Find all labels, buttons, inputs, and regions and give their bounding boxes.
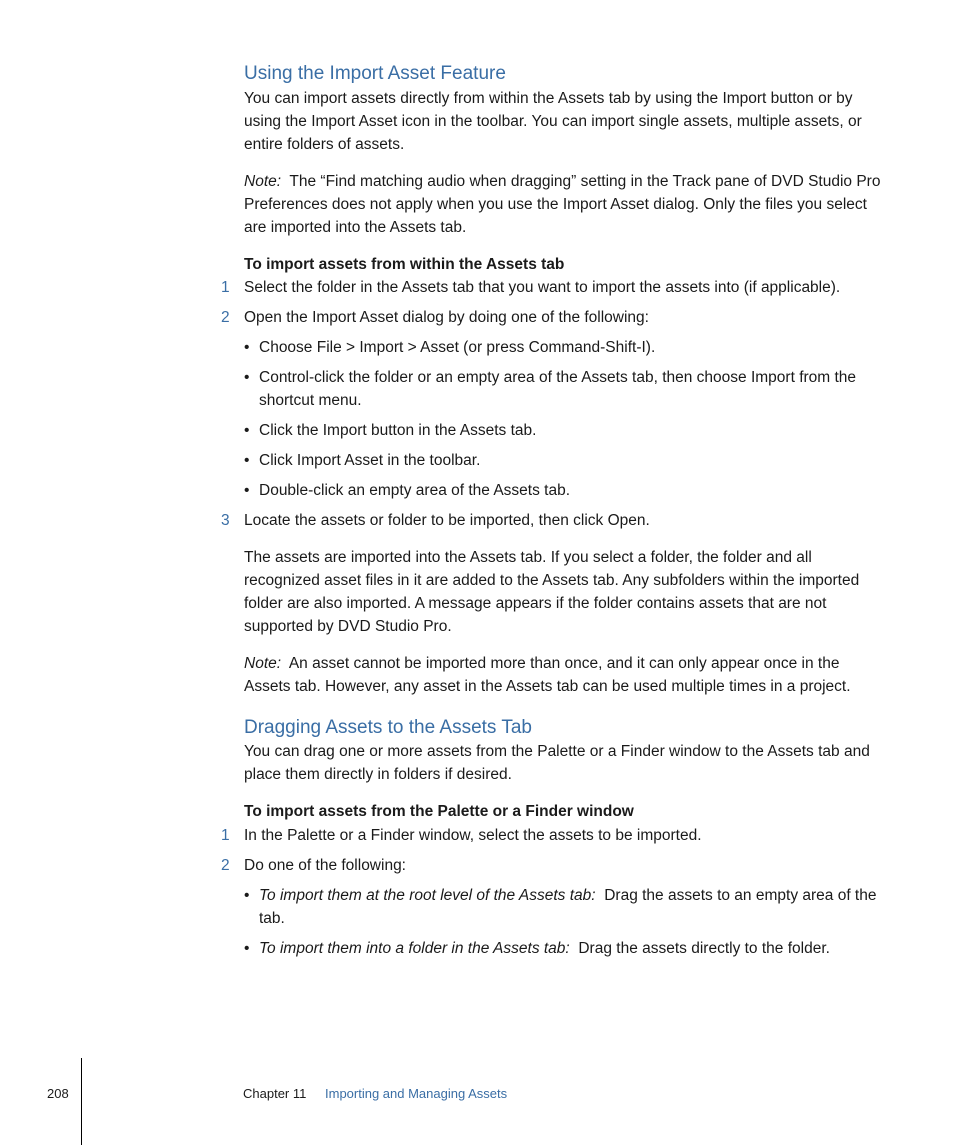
bullet-lead: To import them at the root level of the Assets tab:: [259, 887, 596, 904]
bullet: •: [244, 482, 250, 499]
section-heading-import-asset: Using the Import Asset Feature: [244, 63, 506, 84]
bullet-body: Drag the assets to an empty area of the tab.: [259, 887, 877, 927]
bullet-text: [259, 884, 879, 930]
note-text: An asset cannot be imported more than once, and it can only appear once in the Assets tab. However, any asset in the Assets tab can be used multiple times in a project.: [244, 655, 851, 695]
note-2: [244, 652, 884, 698]
bullet-body: Drag the assets directly to the folder.: [578, 940, 830, 957]
section2-intro: You can drag one or more assets from the Palette or a Finder window to the Assets tab and place them directly in folders if desired.: [244, 743, 870, 783]
note-label: Note:: [244, 173, 282, 190]
result-paragraph: The assets are imported into the Assets tab. If you select a folder, the folder and all recognized asset files in it are added to the Assets tab. Any subfolders within the imported folder are also imported. A message appears if the folder contains assets that are not supported by DVD Studio Pro.: [244, 549, 860, 635]
bullet-text: Choose File > Import > Asset (or press Command-Shift-I).: [259, 339, 656, 356]
bullet: •: [244, 887, 250, 904]
step-number: 3: [221, 512, 230, 529]
note-label: Note:: [244, 655, 282, 672]
section1-intro: You can import assets directly from within the Assets tab by using the Import button or by using the Import Asset icon in the toolbar. You can import single assets, multiple assets, or entire folders of assets.: [244, 90, 862, 153]
step-text: Locate the assets or folder to be imported, then click Open.: [244, 512, 650, 529]
bullet: •: [244, 369, 250, 386]
bullet: •: [244, 339, 250, 356]
bullet: •: [244, 422, 250, 439]
bullet-text: Click Import Asset in the toolbar.: [259, 452, 481, 469]
step-number: 2: [221, 309, 230, 326]
footer-divider: [81, 1058, 82, 1145]
step-text: In the Palette or a Finder window, select the assets to be imported.: [244, 827, 702, 844]
step-number: 1: [221, 279, 230, 296]
bullet-text: Click the Import button in the Assets tab.: [259, 422, 537, 439]
bullet-text: [259, 937, 879, 960]
step-text: Select the folder in the Assets tab that you want to import the assets into (if applicable).: [244, 279, 841, 296]
note-1: [244, 170, 884, 239]
page-number: 208: [47, 1086, 69, 1101]
bullet: •: [244, 940, 250, 957]
step-text: Do one of the following:: [244, 857, 406, 874]
step-number: 2: [221, 857, 230, 874]
footer-chapter: Chapter 11: [243, 1086, 307, 1101]
task-heading-2: To import assets from the Palette or a Finder window: [244, 803, 634, 820]
task-heading-1: To import assets from within the Assets tab: [244, 256, 565, 273]
bullet: •: [244, 452, 250, 469]
note-text: The “Find matching audio when dragging” setting in the Track pane of DVD Studio Pro Preferences does not apply when you use the Import Asset dialog. Only the files you select are imported into the Assets tab.: [244, 173, 881, 236]
footer-chapter-title: Importing and Managing Assets: [325, 1086, 508, 1101]
bullet-text: Control-click the folder or an empty area of the Assets tab, then choose Import from the shortcut menu.: [259, 369, 857, 409]
section-heading-dragging-assets: Dragging Assets to the Assets Tab: [244, 717, 532, 738]
bullet-lead: To import them into a folder in the Assets tab:: [259, 940, 570, 957]
step-number: 1: [221, 827, 230, 844]
bullet-text: Double-click an empty area of the Assets tab.: [259, 482, 571, 499]
step-text: Open the Import Asset dialog by doing one of the following:: [244, 309, 649, 326]
